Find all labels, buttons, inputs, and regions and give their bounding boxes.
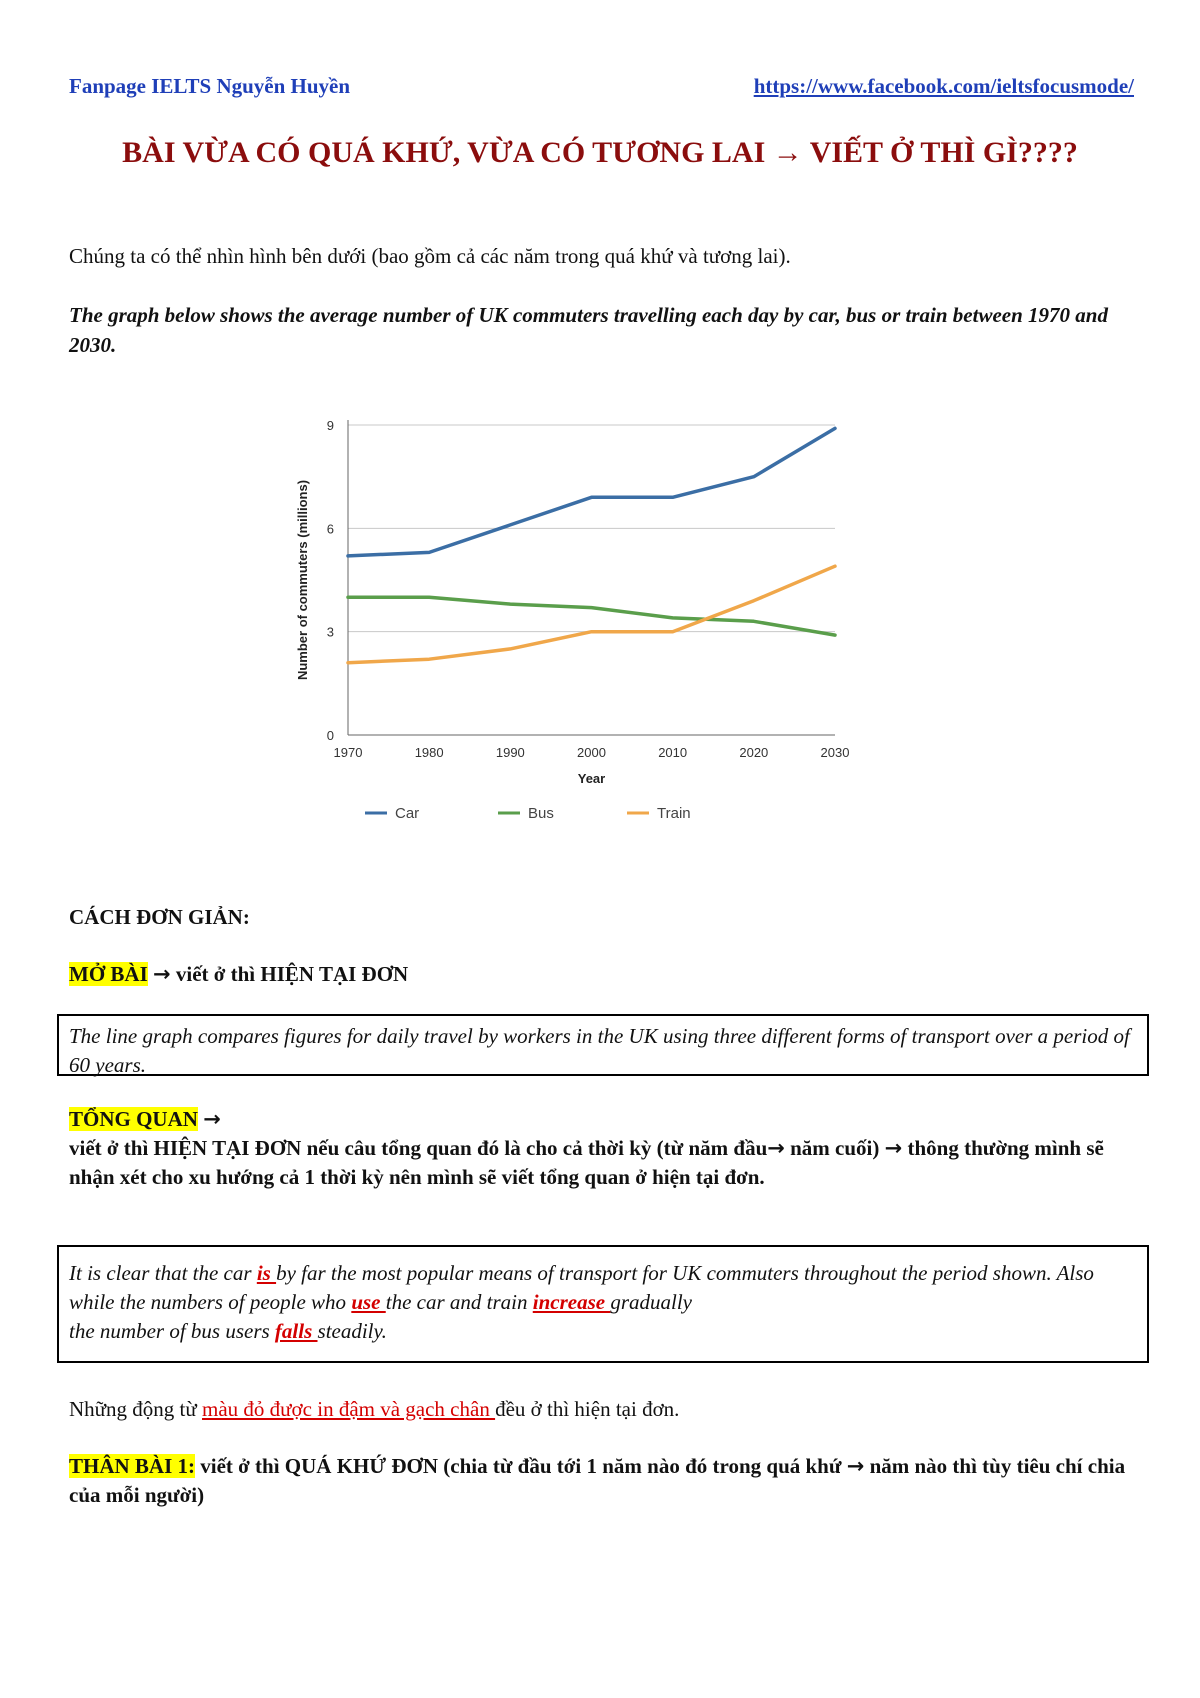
arrow-icon: → — [846, 1454, 865, 1478]
legend-label: Train — [657, 805, 691, 822]
facebook-link[interactable]: https://www.facebook.com/ieltsfocusmode/ — [753, 74, 1134, 98]
x-axis-title: Year — [577, 771, 606, 786]
y-tick-label: 6 — [326, 521, 334, 537]
x-tick-label: 2000 — [577, 745, 606, 760]
x-tick-label: 1990 — [495, 745, 525, 760]
overview-section — [69, 1105, 1144, 1192]
line-chart-svg — [280, 405, 880, 885]
task-prompt: The graph below shows the average number of UK commuters travelling each day by car, bus or train between 1970 and 2030. — [69, 303, 1108, 357]
box-text: gradually — [610, 1290, 692, 1314]
highlight-verb: is — [256, 1261, 277, 1285]
overview-text-2: năm cuối) — [790, 1136, 880, 1160]
highlight-verb: use — [351, 1290, 386, 1314]
note-text: đều ở thì hiện tại đơn. — [495, 1397, 680, 1421]
box-text: by far the most popular means of transport for UK commuters throughout the period shown. Also while the numbers of people who — [69, 1261, 1094, 1314]
note-red-text: màu đỏ được in đậm và gạch chân — [202, 1397, 496, 1421]
note-text: Những động từ — [69, 1397, 203, 1421]
body1-section — [69, 1452, 1144, 1510]
x-tick-label: 2010 — [658, 745, 688, 760]
x-tick-label: 2030 — [820, 745, 850, 760]
body1-text-1: viết ở thì QUÁ KHỨ ĐƠN (chia từ đầu tới 1 năm nào đó trong quá khứ — [195, 1454, 847, 1478]
y-tick-label: 9 — [326, 418, 334, 433]
box-text: the number of bus users — [69, 1319, 275, 1343]
y-tick-label: 0 — [326, 728, 334, 743]
y-tick-label: 3 — [326, 624, 334, 640]
overview-text-1: viết ở thì HIỆN TẠI ĐƠN nếu câu tổng quan đó là cho cả thời kỳ (từ năm đầu — [69, 1136, 768, 1160]
arrow-icon: → — [767, 1136, 785, 1160]
simple-heading: CÁCH ĐƠN GIẢN: — [69, 905, 250, 929]
x-tick-label: 1970 — [333, 745, 363, 760]
page-title: BÀI VỪA CÓ QUÁ KHỨ, VỪA CÓ TƯƠNG LAI → VIẾT Ở THÌ GÌ???? — [122, 136, 1078, 169]
legend-label: Bus — [528, 805, 554, 822]
overview-label: TỔNG QUAN — [69, 1107, 198, 1131]
intro-sample-box: The line graph compares figures for daily travel by workers in the UK using three different forms of transport over a period of 60 years. — [57, 1014, 1149, 1076]
intro-paragraph: Chúng ta có thể nhìn hình bên dưới (bao gồm cả các năm trong quá khứ và tương lai). — [69, 244, 791, 268]
series-line-car — [348, 428, 835, 556]
body1-label: THÂN BÀI 1: — [69, 1454, 196, 1478]
series-line-train — [348, 566, 835, 663]
intro-section-text: viết ở thì HIỆN TẠI ĐƠN — [175, 962, 409, 986]
overview-sample-box — [57, 1245, 1149, 1363]
body1-text-2: năm nào thì tùy tiêu chí chia của mỗi người) — [69, 1454, 1126, 1507]
intro-section-label: MỞ BÀI — [69, 962, 148, 986]
fanpage-label: Fanpage IELTS Nguyễn Huyền — [69, 74, 351, 98]
highlight-verb: increase — [532, 1290, 611, 1314]
box-text: the car and train — [385, 1290, 533, 1314]
verb-note — [69, 1397, 679, 1422]
arrow-icon: → — [203, 1107, 221, 1131]
x-tick-label: 1980 — [414, 745, 444, 760]
overview-text-3: thông thường mình sẽ nhận xét cho xu hướng cả 1 thời kỳ nên mình sẽ viết tổng quan ở hiện tại đơn. — [69, 1136, 1104, 1189]
highlight-verb: falls — [274, 1319, 318, 1343]
line-chart — [280, 405, 880, 885]
arrow-icon: → — [884, 1136, 903, 1160]
y-axis-title: Number of commuters (millions) — [295, 479, 310, 681]
box-text: steadily. — [317, 1319, 387, 1343]
arrow-icon: → — [153, 962, 171, 986]
intro-section-heading — [69, 962, 408, 987]
x-tick-label: 2020 — [739, 745, 769, 760]
series-line-bus — [348, 597, 835, 635]
legend-label: Car — [395, 805, 420, 822]
box-text: It is clear that the car — [69, 1261, 257, 1285]
